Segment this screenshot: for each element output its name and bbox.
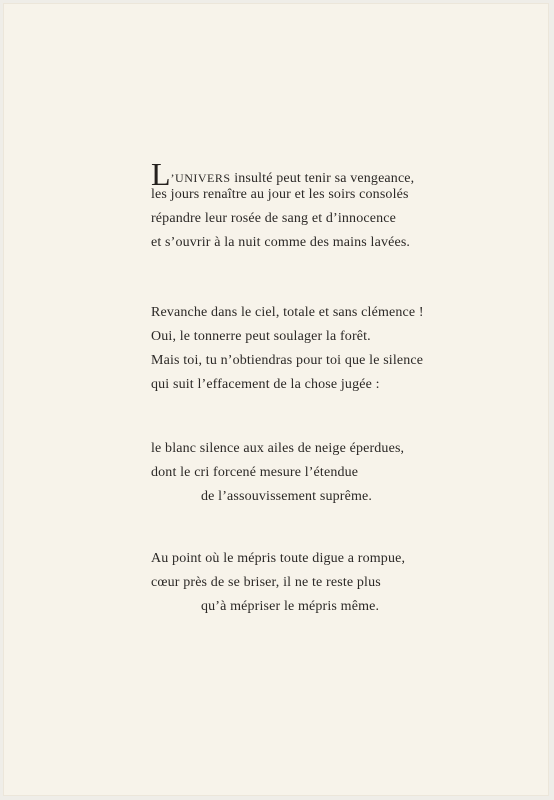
poem-line: cœur près de se briser, il ne te reste plus bbox=[151, 575, 381, 590]
poem-line bbox=[151, 156, 471, 192]
poem-line-indented: qu’à mépriser le mépris même. bbox=[201, 599, 380, 614]
poem-line-indented: de l’assouvissement suprême. bbox=[201, 489, 372, 504]
poem-line: dont le cri forcené mesure l’étendue bbox=[151, 465, 359, 480]
paper-sheet bbox=[3, 3, 549, 796]
stanza-3 bbox=[151, 437, 471, 509]
stanza-2 bbox=[151, 301, 471, 397]
stanza-1 bbox=[151, 156, 471, 255]
poem-line: les jours renaître au jour et les soirs consolés bbox=[151, 187, 409, 202]
poem-line: Mais toi, tu n’obtiendras pour toi que le silence bbox=[151, 353, 424, 368]
opening-word: ’UNIVERS bbox=[170, 171, 231, 185]
poem-line: le blanc silence aux ailes de neige éperdues, bbox=[151, 441, 405, 456]
stanza-4 bbox=[151, 547, 471, 619]
poem-line: et s’ouvrir à la nuit comme des mains lavées. bbox=[151, 235, 411, 250]
poem-line: qui suit l’effacement de la chose jugée : bbox=[151, 377, 380, 392]
poem-line: Au point où le mépris toute digue a rompue, bbox=[151, 551, 406, 566]
drop-cap: L bbox=[151, 156, 171, 192]
poem-line: répandre leur rosée de sang et d’innocence bbox=[151, 211, 396, 226]
poem-line: Revanche dans le ciel, totale et sans clémence ! bbox=[151, 305, 424, 320]
opening-line-rest: insulté peut tenir sa vengeance, bbox=[230, 171, 415, 186]
poem-line: Oui, le tonnerre peut soulager la forêt. bbox=[151, 329, 371, 344]
